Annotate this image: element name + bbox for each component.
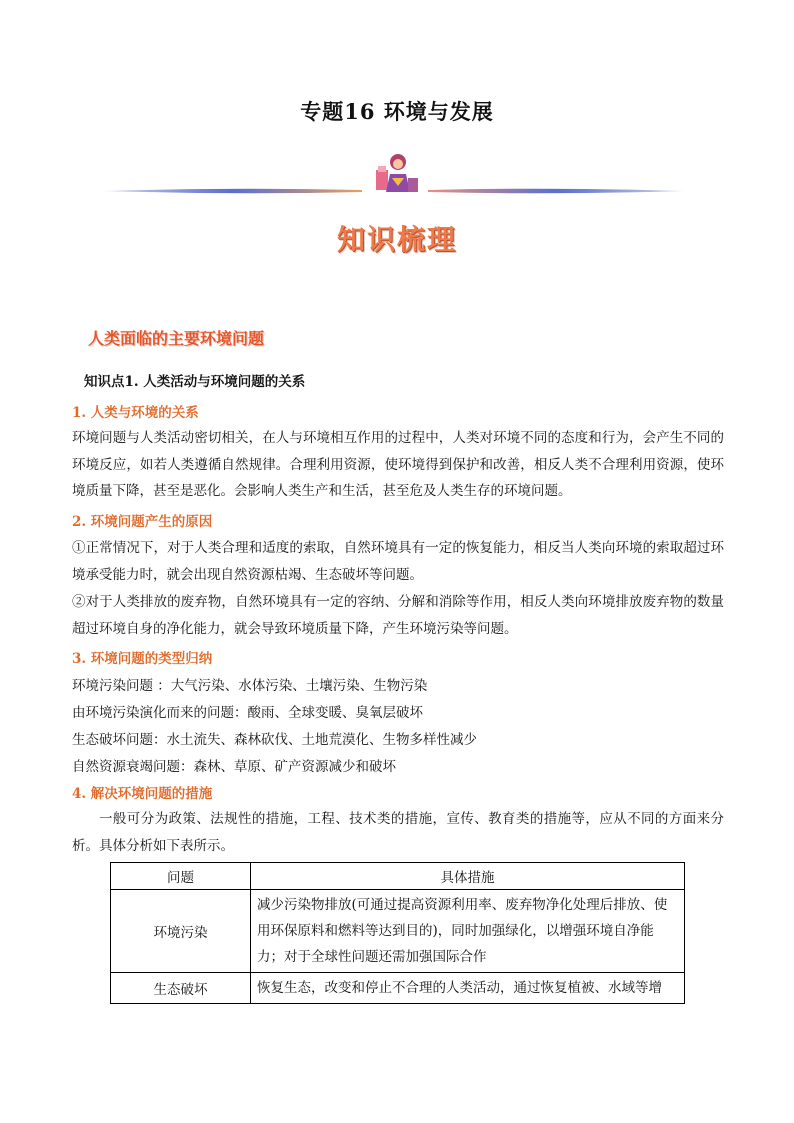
table-row <box>111 890 685 973</box>
list-item: 自然资源衰竭问题：森林、草原、矿产资源减少和破坏 <box>72 759 396 775</box>
table-cell-measures: 恢复生态，改变和停止不合理的人类活动，通过恢复植被、水域等增 <box>251 973 685 1004</box>
list-item: 由环境污染演化而来的问题：酸雨、全球变暖、臭氧层破坏 <box>72 705 423 721</box>
table-cell-problem: 生态破坏 <box>111 973 251 1004</box>
subheading-measures: 4. 解决环境问题的措施 <box>72 786 213 802</box>
knowledge-summary-banner: 知识梳理 <box>336 223 457 256</box>
teacher-figure-icon <box>374 152 422 194</box>
knowledge-point-heading: 知识点1. 人类活动与环境问题的关系 <box>84 374 306 390</box>
subheading-types: 3. 环境问题的类型归纳 <box>72 651 213 667</box>
table-header-measures: 具体措施 <box>251 863 685 890</box>
document-title: 专题16 环境与发展 <box>300 99 494 124</box>
subheading-causes: 2. 环境问题产生的原因 <box>72 514 213 530</box>
paragraph-cause-2: ②对于人类排放的废弃物，自然环境具有一定的容纳、分解和消除等作用，相反人类向环境排放废弃物的数量超过环境自身的净化能力，就会导致环境质量下降，产生环境污染等问题。 <box>72 594 724 637</box>
decorative-divider-right <box>428 188 684 194</box>
list-item: 生态破坏问题：水土流失、森林砍伐、土地荒漠化、生物多样性减少 <box>72 732 477 748</box>
table-row <box>111 973 685 1004</box>
paragraph-cause-1: ①正常情况下，对于人类合理和适度的索取，自然环境具有一定的恢复能力，相反当人类向环境的索取超过环境承受能力时，就会出现自然资源枯竭、生态破坏等问题。 <box>72 540 724 583</box>
table-header-row <box>111 863 685 890</box>
subheading-relationship: 1. 人类与环境的关系 <box>72 405 199 421</box>
paragraph-relationship: 环境问题与人类活动密切相关，在人与环境相互作用的过程中，人类对环境不同的态度和行为，会产生不同的环境反应，如若人类遵循自然规律。合理利用资源，使环境得到保护和改善，相反人类不合理利用资源，使环境质量下降，甚至是恶化。会影响人类生产和生活，甚至危及人类生存的环境问题。 <box>72 430 724 499</box>
table-header-problem: 问题 <box>111 863 251 890</box>
measures-table <box>110 862 685 1004</box>
section-heading: 人类面临的主要环境问题 <box>88 329 265 348</box>
paragraph-measures: 一般可分为政策、法规性的措施，工程、技术类的措施，宣传、教育类的措施等，应从不同的方面来分析。具体分析如下表所示。 <box>72 811 724 854</box>
table-cell-problem: 环境污染 <box>111 890 251 973</box>
table-cell-measures: 减少污染物排放(可通过提高资源利用率、废弃物净化处理后排放、使用环保原料和燃料等达到目的)，同时加强绿化，以增强环境自净能力；对于全球性问题还需加强国际合作 <box>251 890 685 973</box>
decorative-divider-left <box>104 188 362 194</box>
list-item: 环境污染问题 ：大气污染、水体污染、土壤污染、生物污染 <box>72 678 428 694</box>
